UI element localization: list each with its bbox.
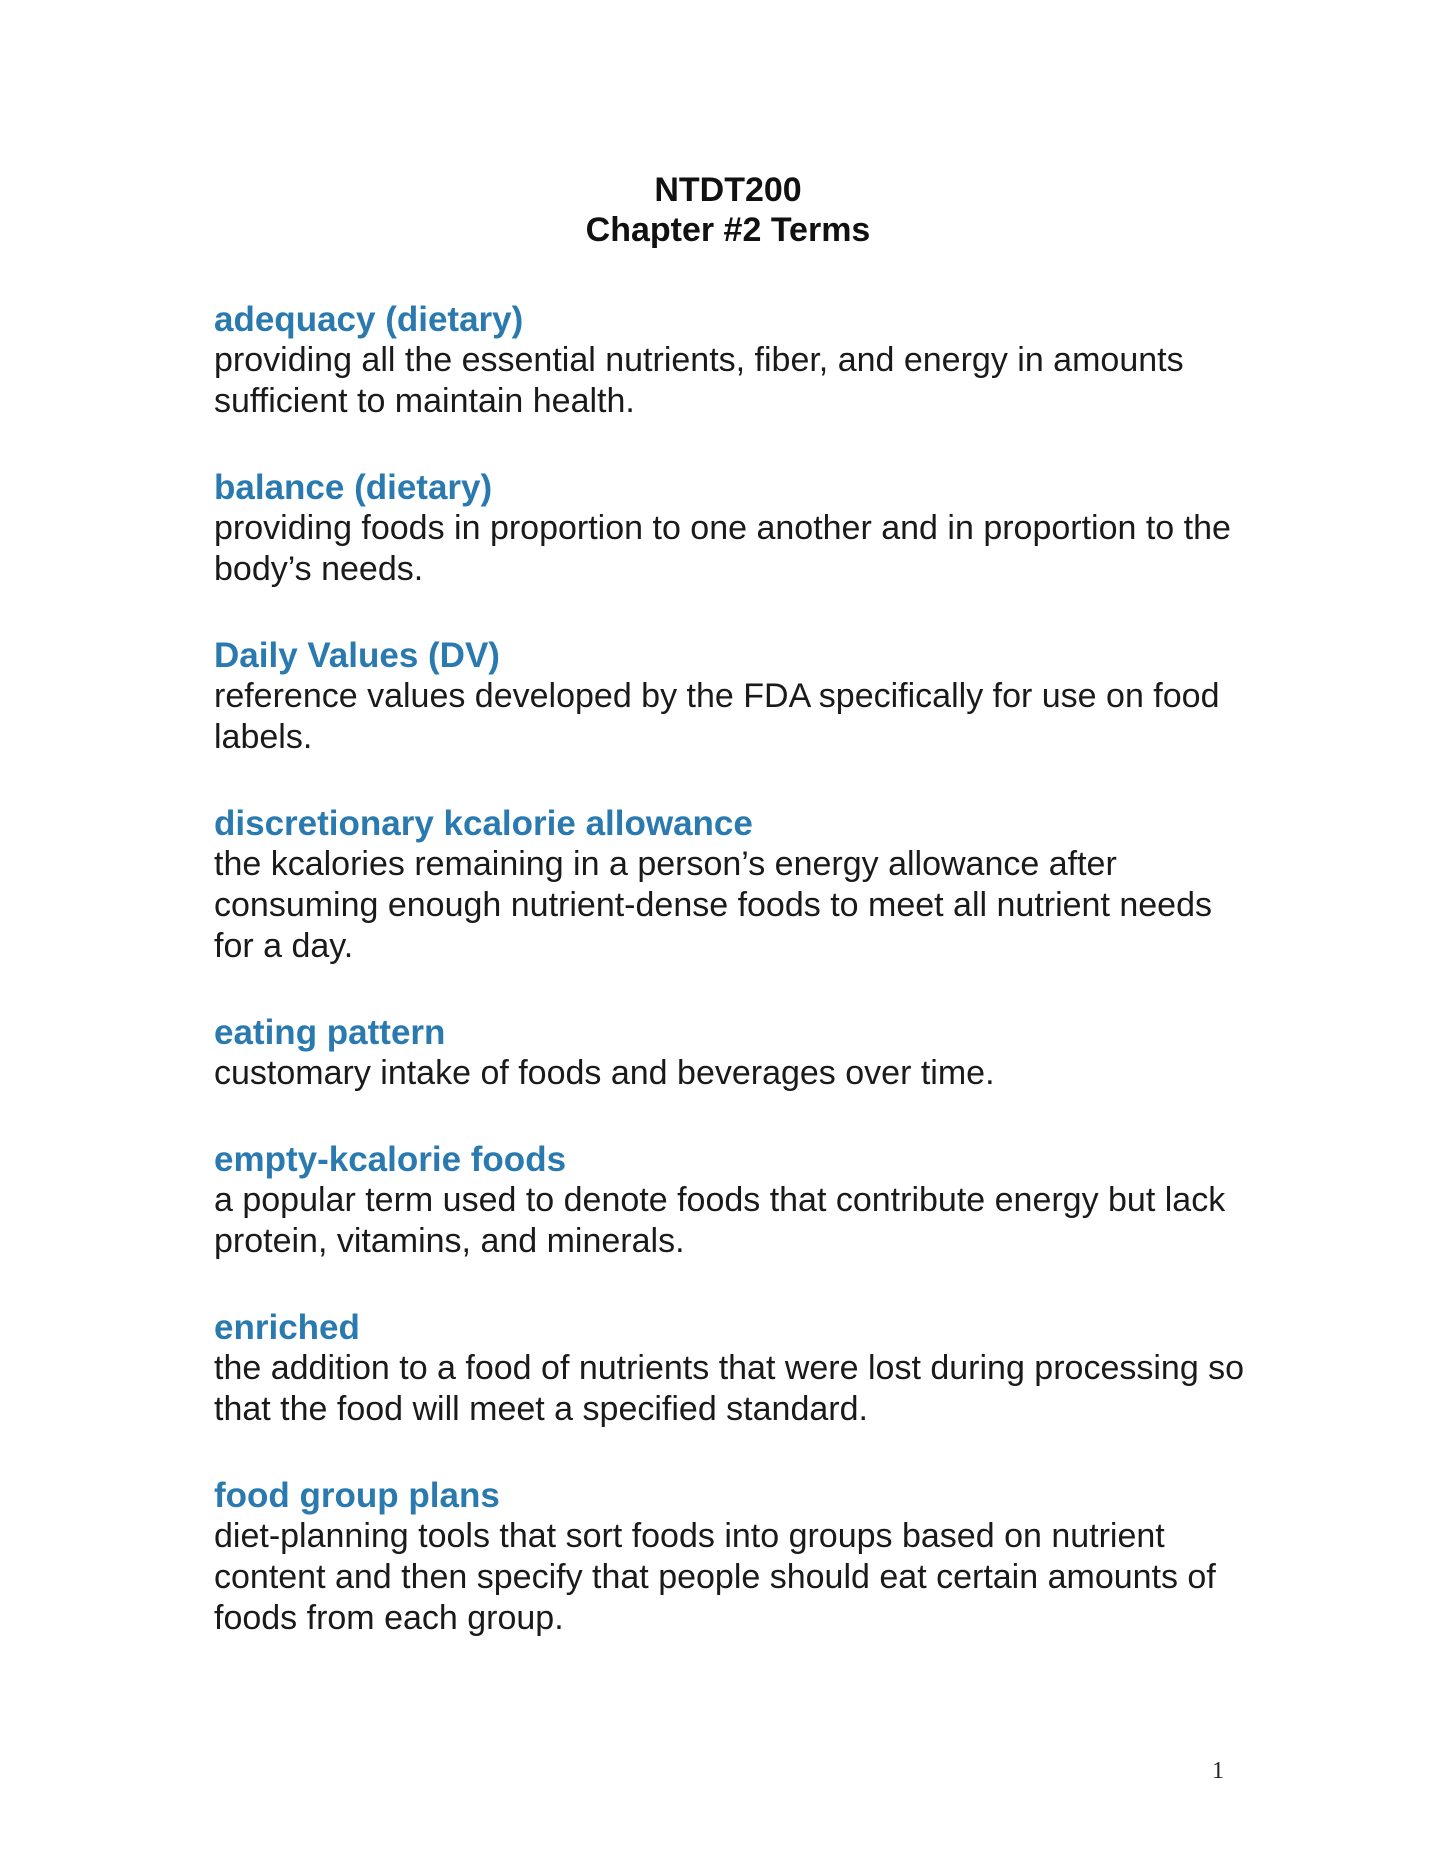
- term-entry: [214, 1476, 1254, 1639]
- term-entry: [214, 636, 1254, 758]
- term-entry: [214, 468, 1254, 590]
- term-definition: reference values developed by the FDA specifically for use on food labels.: [214, 677, 1220, 756]
- terms-list: [214, 300, 1254, 1685]
- term-definition: the kcalories remaining in a person’s energy allowance after consuming enough nutrient-dense foods to meet all nutrient needs for a day.: [214, 845, 1212, 965]
- term-definition: a popular term used to denote foods that contribute energy but lack protein, vitamins, and minerals.: [214, 1181, 1226, 1260]
- term-name: eating pattern: [214, 1013, 446, 1052]
- term-entry: [214, 804, 1254, 967]
- term-name: enriched: [214, 1308, 360, 1347]
- term-name: Daily Values (DV): [214, 636, 500, 675]
- term-entry: [214, 1308, 1254, 1430]
- page-number: 1: [1212, 1758, 1224, 1784]
- term-name: discretionary kcalorie allowance: [214, 804, 753, 843]
- page-header: [0, 170, 1456, 250]
- term-name: food group plans: [214, 1476, 500, 1515]
- term-name: empty-kcalorie foods: [214, 1140, 567, 1179]
- term-entry: [214, 1013, 1254, 1094]
- course-code: NTDT200: [654, 171, 802, 209]
- term-definition: the addition to a food of nutrients that were lost during processing so that the food will meet a specified standard.: [214, 1349, 1245, 1428]
- term-definition: providing all the essential nutrients, fiber, and energy in amounts sufficient to maintain health.: [214, 341, 1184, 420]
- term-definition: customary intake of foods and beverages over time.: [214, 1054, 995, 1092]
- term-definition: providing foods in proportion to one another and in proportion to the body’s needs.: [214, 509, 1231, 588]
- term-entry: [214, 300, 1254, 422]
- term-definition: diet-planning tools that sort foods into groups based on nutrient content and then specify that people should eat certain amounts of foods from each group.: [214, 1517, 1216, 1637]
- term-name: balance (dietary): [214, 468, 493, 507]
- term-entry: [214, 1140, 1254, 1262]
- page-title: Chapter #2 Terms: [585, 211, 871, 249]
- term-name: adequacy (dietary): [214, 300, 524, 339]
